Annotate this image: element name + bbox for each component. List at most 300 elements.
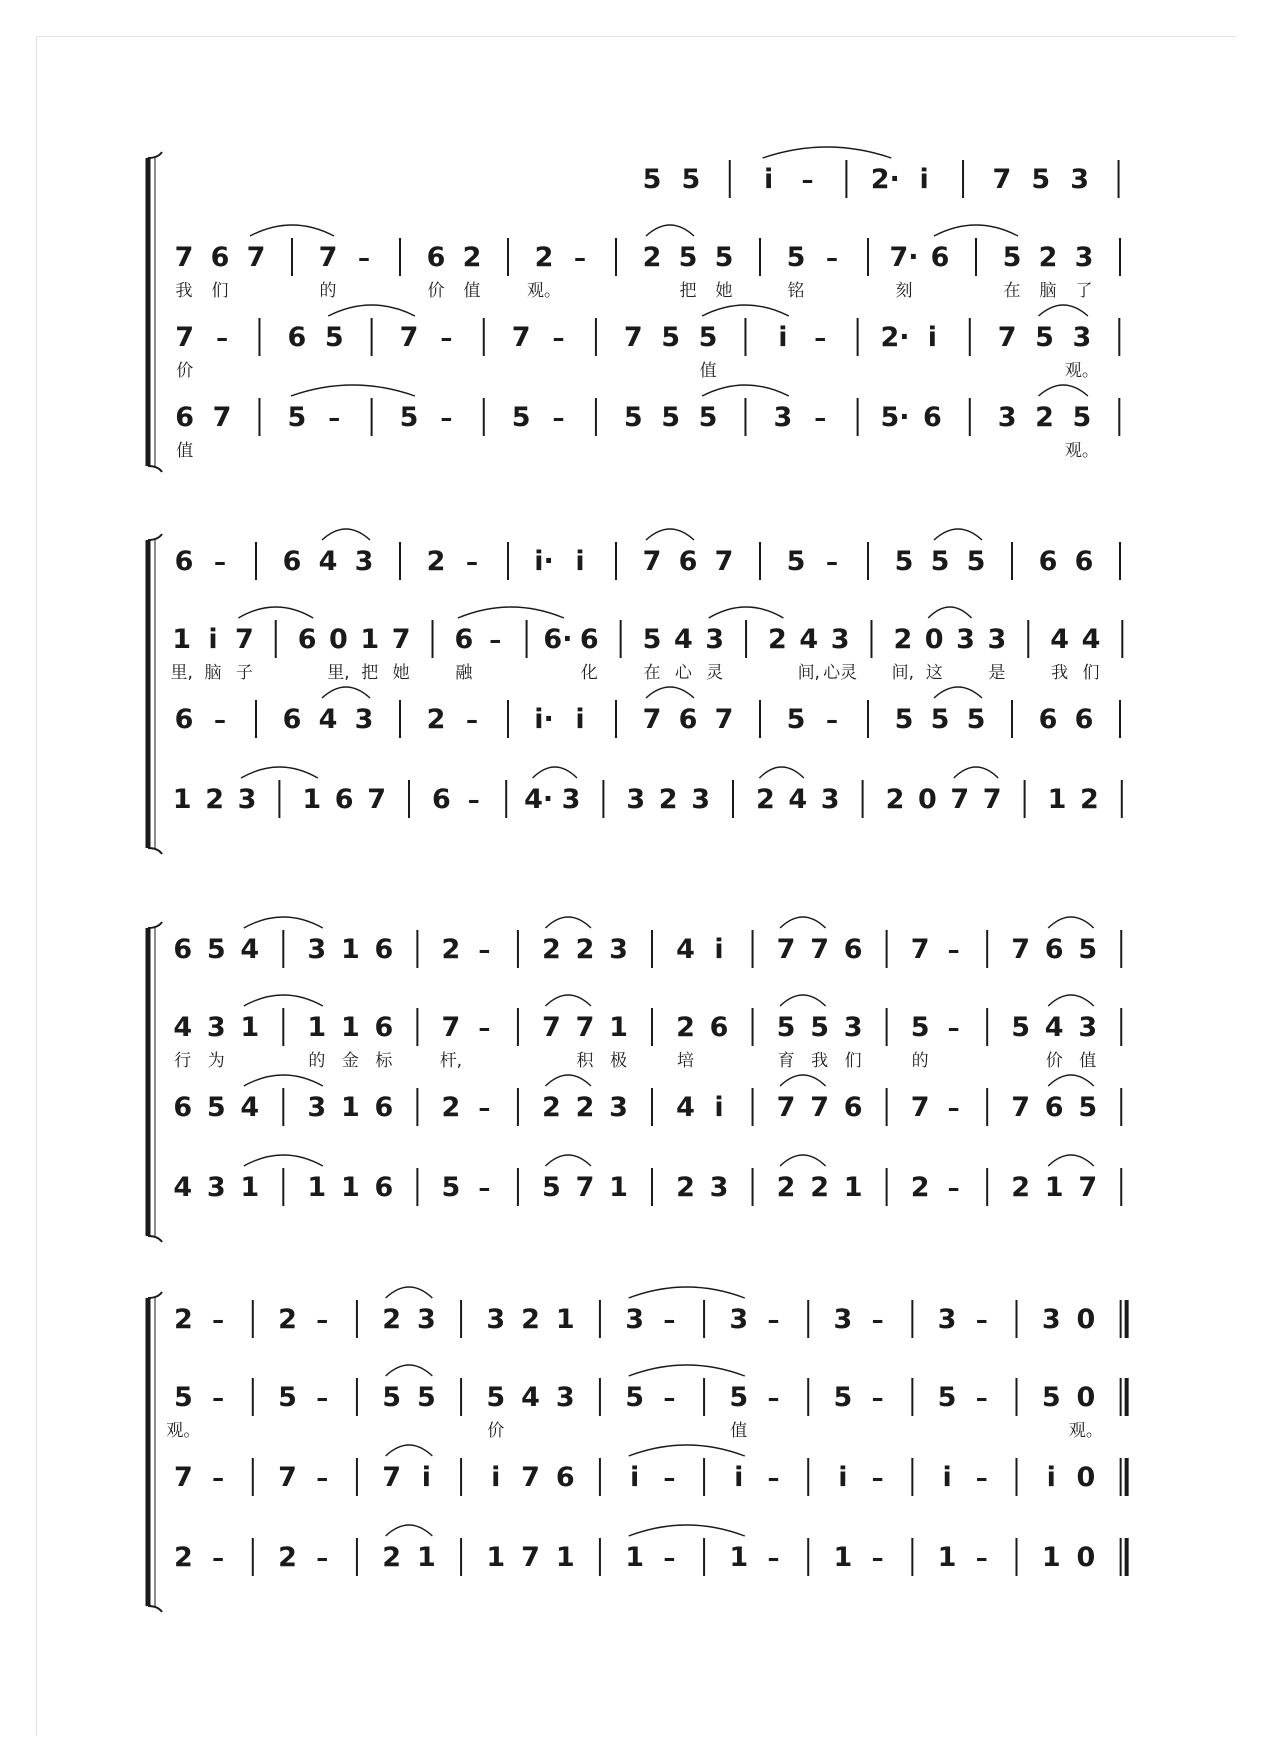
dash-mark: – xyxy=(767,1384,780,1412)
lyric-syllable: 间, xyxy=(797,663,820,683)
note: 7 xyxy=(173,1462,193,1493)
note: 5 xyxy=(1035,322,1054,353)
slur xyxy=(780,1155,826,1166)
note: 2 xyxy=(441,1092,461,1123)
note: 5 xyxy=(1078,1092,1098,1123)
note: 5 xyxy=(930,546,950,577)
note: 2 xyxy=(1035,402,1054,433)
note: 3 xyxy=(820,784,840,815)
dash-mark: – xyxy=(440,324,453,352)
note: 6 xyxy=(922,402,942,433)
slur xyxy=(291,385,415,396)
note: 7 xyxy=(234,624,254,655)
note: 1 xyxy=(555,1542,575,1573)
dash-mark: – xyxy=(663,1464,676,1492)
slur xyxy=(780,1075,826,1086)
note: 6 xyxy=(678,704,698,735)
note: 4· xyxy=(524,784,554,815)
note: 5 xyxy=(206,934,226,965)
lyric-syllable: 标 xyxy=(375,1051,393,1071)
note: 2 xyxy=(676,1012,695,1043)
note: 1 xyxy=(1047,784,1067,815)
note: 7· xyxy=(889,242,919,273)
note: 1 xyxy=(1044,1172,1064,1203)
slur xyxy=(934,687,982,698)
note: 6 xyxy=(579,624,599,655)
note: i xyxy=(714,1092,724,1123)
note: 1 xyxy=(625,1542,645,1573)
note: 2 xyxy=(768,624,787,655)
note: 5 xyxy=(441,1172,461,1203)
note: 5 xyxy=(776,1012,796,1043)
note: 3 xyxy=(773,402,793,433)
note: 6 xyxy=(843,1092,863,1123)
lyric-syllable: 融 xyxy=(455,663,473,683)
lyric-syllable: 里, xyxy=(327,663,350,683)
dash-mark: – xyxy=(212,1544,225,1572)
note: 6 xyxy=(1038,546,1058,577)
dash-mark: – xyxy=(489,626,502,654)
note: 6 xyxy=(555,1462,575,1493)
note: 5 xyxy=(278,1382,297,1413)
note: 3 xyxy=(1078,1012,1098,1043)
dash-mark: – xyxy=(552,404,565,432)
note: 4 xyxy=(1050,624,1070,655)
note: 4 xyxy=(1044,1012,1064,1043)
note: 4 xyxy=(173,1012,193,1043)
lyric-syllable: 金 xyxy=(341,1051,359,1071)
dash-mark: – xyxy=(467,786,480,814)
lyric-syllable: 价 xyxy=(176,361,194,381)
note: 3 xyxy=(609,1092,628,1123)
note: 3 xyxy=(997,402,1017,433)
dash-mark: – xyxy=(975,1464,988,1492)
note: 7 xyxy=(642,546,662,577)
slur xyxy=(702,305,789,316)
note: 6 xyxy=(426,242,446,273)
note: 6 xyxy=(432,784,451,815)
note: 5 xyxy=(894,704,914,735)
note: 2 xyxy=(173,1304,193,1335)
note: 5 xyxy=(714,242,734,273)
note: 3 xyxy=(987,624,1007,655)
lyric-syllable: 把 xyxy=(679,281,697,301)
note: 5 xyxy=(661,402,681,433)
note: 6 xyxy=(374,1172,394,1203)
note: 2 xyxy=(1038,242,1058,273)
note: 3 xyxy=(416,1304,436,1335)
note: 7 xyxy=(246,242,266,273)
lyric-syllable: 子 xyxy=(235,663,253,683)
dash-mark: – xyxy=(975,1384,988,1412)
slur xyxy=(780,995,826,1006)
note: 4 xyxy=(318,546,338,577)
note: 1 xyxy=(416,1542,436,1573)
dash-mark: – xyxy=(947,1094,960,1122)
note: 3 xyxy=(830,624,850,655)
dash-mark: – xyxy=(814,324,827,352)
note: 4 xyxy=(240,934,260,965)
lyric-syllable: 观。 xyxy=(1064,361,1099,381)
note: 2 xyxy=(542,934,561,965)
lyric-syllable: 积 xyxy=(576,1051,594,1071)
lyric-syllable: 这 xyxy=(925,663,943,683)
note: 5 xyxy=(661,322,681,353)
note: 7 xyxy=(1011,1092,1031,1123)
dash-mark: – xyxy=(767,1544,780,1572)
note: 7 xyxy=(511,322,531,353)
lyric-syllable: 灵 xyxy=(706,663,724,683)
note: 2 xyxy=(278,1304,297,1335)
dash-mark: – xyxy=(663,1384,676,1412)
note: i xyxy=(421,1462,431,1493)
note: 3 xyxy=(609,934,628,965)
note: 1 xyxy=(340,934,360,965)
note: 7 xyxy=(441,1012,461,1043)
note: 5 xyxy=(786,546,806,577)
note: 4 xyxy=(173,1172,193,1203)
dash-mark: – xyxy=(663,1306,676,1334)
slur xyxy=(1048,1155,1094,1166)
dash-mark: – xyxy=(826,548,838,576)
note: 5 xyxy=(966,546,986,577)
slur xyxy=(629,1287,745,1298)
lyric-syllable: 刻 xyxy=(895,281,913,301)
note: i· xyxy=(534,546,554,577)
lyric-syllable: 在 xyxy=(1003,281,1021,301)
note: 7 xyxy=(910,1092,930,1123)
note: 5 xyxy=(1072,402,1092,433)
note: 2 xyxy=(278,1542,297,1573)
bracket-hook-top xyxy=(148,922,162,928)
slur xyxy=(954,767,998,778)
note: 5 xyxy=(287,402,307,433)
slur xyxy=(545,1155,591,1166)
note: 7 xyxy=(367,784,386,815)
dash-mark: – xyxy=(975,1306,988,1334)
lyric-syllable: 价 xyxy=(427,281,445,301)
note: 2 xyxy=(810,1172,829,1203)
note: 3 xyxy=(486,1304,506,1335)
note: 1 xyxy=(555,1304,575,1335)
lyric-syllable: 育 xyxy=(777,1051,795,1071)
note: i· xyxy=(534,704,554,735)
note: 6 xyxy=(930,242,950,273)
note: 3 xyxy=(956,624,975,655)
dash-mark: – xyxy=(871,1464,884,1492)
dash-mark: – xyxy=(466,706,478,734)
note: 6 xyxy=(374,1012,394,1043)
slur xyxy=(386,1525,433,1536)
note: 2 xyxy=(534,242,554,273)
note: 7 xyxy=(575,1172,595,1203)
note: 2 xyxy=(426,704,446,735)
slur xyxy=(244,1075,323,1086)
slur xyxy=(1048,1075,1094,1086)
lyric-syllable: 脑 xyxy=(204,663,222,683)
note: 3 xyxy=(833,1304,853,1335)
note: 2 xyxy=(756,784,775,815)
dash-mark: – xyxy=(316,1306,329,1334)
note: 5 xyxy=(937,1382,957,1413)
dash-mark: – xyxy=(316,1384,329,1412)
note: 1 xyxy=(302,784,322,815)
note: 1 xyxy=(340,1012,360,1043)
note: 6 xyxy=(173,1092,193,1123)
slur xyxy=(646,225,694,236)
note: 2 xyxy=(893,624,913,655)
note: i xyxy=(838,1462,848,1493)
note: 1 xyxy=(729,1542,749,1573)
note: 3 xyxy=(354,704,374,735)
note: 7 xyxy=(810,934,829,965)
note: 3 xyxy=(1072,322,1092,353)
note: 2 xyxy=(173,1542,193,1573)
slur xyxy=(458,607,564,618)
note: 3 xyxy=(307,1092,327,1123)
note: 6 xyxy=(334,784,354,815)
slur xyxy=(1039,305,1088,316)
note: 7 xyxy=(714,704,734,735)
note: 0 xyxy=(918,784,937,815)
lyric-syllable: 的 xyxy=(319,281,337,301)
note: 3 xyxy=(1074,242,1094,273)
slur xyxy=(1048,995,1094,1006)
slur xyxy=(780,917,826,928)
note: 5 xyxy=(324,322,344,353)
note: 1 xyxy=(833,1542,853,1573)
note: 3 xyxy=(705,624,725,655)
note: 3 xyxy=(307,934,327,965)
dash-mark: – xyxy=(478,1014,491,1042)
note: 5 xyxy=(486,1382,506,1413)
note: 6 xyxy=(454,624,474,655)
note: 5 xyxy=(511,402,531,433)
dash-mark: – xyxy=(212,1384,225,1412)
dash-mark: – xyxy=(871,1384,884,1412)
dash-mark: – xyxy=(478,1174,491,1202)
dash-mark: – xyxy=(814,404,827,432)
note: 2 xyxy=(1011,1172,1031,1203)
note: 2 xyxy=(910,1172,930,1203)
note: 1 xyxy=(340,1092,360,1123)
note: 2 xyxy=(542,1092,561,1123)
note: 7 xyxy=(575,1012,595,1043)
note: 6 xyxy=(210,242,230,273)
note: 6 xyxy=(1074,704,1094,735)
note: 2 xyxy=(642,242,662,273)
lyric-syllable: 脑 xyxy=(1039,281,1057,301)
lyric-syllable: 我 xyxy=(811,1051,829,1071)
lyric-syllable: 观。 xyxy=(1064,441,1099,461)
note: 2 xyxy=(426,546,446,577)
note: i xyxy=(919,164,929,195)
bracket-hook-top xyxy=(148,1292,162,1298)
note: 4 xyxy=(240,1092,260,1123)
note: 4 xyxy=(673,624,693,655)
note: 7 xyxy=(776,934,796,965)
note: 4 xyxy=(676,934,695,965)
note: 5 xyxy=(698,402,718,433)
note: 7 xyxy=(382,1462,402,1493)
note: 6 xyxy=(174,546,194,577)
lyric-syllable: 间, xyxy=(891,663,915,683)
note: 3 xyxy=(206,1172,226,1203)
note: 5 xyxy=(729,1382,749,1413)
slur xyxy=(244,995,323,1006)
note: 7 xyxy=(391,624,411,655)
lyric-syllable: 们 xyxy=(844,1051,862,1071)
note: 3 xyxy=(709,1172,729,1203)
bracket-hook-bottom xyxy=(148,1236,162,1242)
dash-mark: – xyxy=(663,1544,676,1572)
dash-mark: – xyxy=(212,1464,225,1492)
note: 5 xyxy=(382,1382,402,1413)
note: 5 xyxy=(910,1012,930,1043)
note: 1 xyxy=(307,1012,327,1043)
slur xyxy=(545,1075,591,1086)
note: 5· xyxy=(880,402,910,433)
note: 7 xyxy=(1011,934,1031,965)
note: 4 xyxy=(521,1382,540,1413)
note: 7 xyxy=(623,322,643,353)
note: 3 xyxy=(1070,164,1090,195)
note: 0 xyxy=(1076,1382,1096,1413)
note: 2 xyxy=(382,1304,402,1335)
note: i xyxy=(714,934,724,965)
note: 1 xyxy=(240,1172,260,1203)
note: 7 xyxy=(1078,1172,1098,1203)
dash-mark: – xyxy=(975,1544,988,1572)
slur xyxy=(934,529,982,540)
note: 7 xyxy=(997,322,1017,353)
lyric-syllable: 她 xyxy=(392,663,410,683)
note: 2 xyxy=(575,1092,595,1123)
note: 5 xyxy=(206,1092,226,1123)
note: 5 xyxy=(1041,1382,1061,1413)
note: 2 xyxy=(1080,784,1099,815)
note: 7 xyxy=(642,704,662,735)
note: 7 xyxy=(174,242,194,273)
note: 1 xyxy=(1041,1542,1061,1573)
note: 0 xyxy=(329,624,348,655)
note: 6 xyxy=(1044,1092,1064,1123)
lyric-syllable: 心灵 xyxy=(823,663,858,683)
note: 2· xyxy=(880,322,910,353)
note: 2 xyxy=(575,934,595,965)
slur xyxy=(386,1287,433,1298)
note: 0 xyxy=(1076,1542,1096,1573)
slur xyxy=(545,917,591,928)
note: 1 xyxy=(240,1012,260,1043)
note: 1 xyxy=(307,1172,327,1203)
slur xyxy=(1039,385,1088,396)
note: 7 xyxy=(175,322,195,353)
note: i xyxy=(927,322,938,353)
slur xyxy=(250,225,334,236)
lyric-syllable: 们 xyxy=(1082,663,1100,683)
dash-mark: – xyxy=(947,936,960,964)
note: 6 xyxy=(374,934,394,965)
note: 5 xyxy=(1002,242,1022,273)
note: 6 xyxy=(173,934,193,965)
note: 3 xyxy=(626,784,646,815)
dash-mark: – xyxy=(328,404,341,432)
note: 7 xyxy=(776,1092,796,1123)
note: 5 xyxy=(173,1382,193,1413)
dash-mark: – xyxy=(826,706,838,734)
note: 1 xyxy=(609,1172,628,1203)
note: 3 xyxy=(354,546,374,577)
bracket-hook-top xyxy=(148,534,162,540)
note: 0 xyxy=(1076,1462,1096,1493)
note: 6 xyxy=(678,546,698,577)
note: 5 xyxy=(399,402,419,433)
lyric-syllable: 培 xyxy=(677,1051,695,1071)
lyric-syllable: 值 xyxy=(176,441,194,461)
lyric-syllable: 观。 xyxy=(527,281,561,301)
slur xyxy=(386,1365,433,1376)
note: 3 xyxy=(843,1012,863,1043)
dash-mark: – xyxy=(214,548,226,576)
slur xyxy=(328,305,415,316)
note: 7 xyxy=(399,322,419,353)
note: 3 xyxy=(555,1382,575,1413)
slur xyxy=(928,607,971,618)
bracket-hook-bottom xyxy=(148,1606,162,1612)
note: 2 xyxy=(462,242,482,273)
note: 2 xyxy=(441,934,461,965)
dash-mark: – xyxy=(767,1306,780,1334)
note: 5 xyxy=(786,242,806,273)
note: 5 xyxy=(786,704,806,735)
lyric-syllable: 把 xyxy=(361,663,379,683)
lyric-syllable: 值 xyxy=(730,1421,748,1441)
note: 2 xyxy=(776,1172,796,1203)
slur xyxy=(763,147,892,158)
note: 5 xyxy=(625,1382,645,1413)
lyric-syllable: 行 xyxy=(174,1051,192,1071)
lyric-syllable: 观。 xyxy=(1068,1421,1103,1441)
note: 5 xyxy=(642,164,662,195)
note: 6 xyxy=(709,1012,729,1043)
note: 6 xyxy=(282,546,302,577)
note: 6 xyxy=(282,704,302,735)
note: 5 xyxy=(833,1382,853,1413)
note: 4 xyxy=(318,704,338,735)
dash-mark: – xyxy=(871,1306,884,1334)
dash-mark: – xyxy=(440,404,453,432)
bracket-hook-bottom xyxy=(148,466,162,472)
note: 4 xyxy=(799,624,819,655)
note: i xyxy=(575,704,585,735)
lyric-syllable: 极 xyxy=(609,1051,627,1071)
note: i xyxy=(734,1462,744,1493)
note: 7 xyxy=(714,546,734,577)
note: 6 xyxy=(374,1092,394,1123)
note: 6 xyxy=(843,934,863,965)
note: 7 xyxy=(910,934,930,965)
note: i xyxy=(630,1462,640,1493)
note: 7 xyxy=(982,784,1002,815)
dash-mark: – xyxy=(767,1464,780,1492)
lyric-syllable: 在 xyxy=(643,663,661,683)
note: 6 xyxy=(174,704,194,735)
slur xyxy=(244,917,323,928)
note: 5 xyxy=(698,322,718,353)
note: 7 xyxy=(992,164,1012,195)
lyric-syllable: 的 xyxy=(308,1051,326,1071)
